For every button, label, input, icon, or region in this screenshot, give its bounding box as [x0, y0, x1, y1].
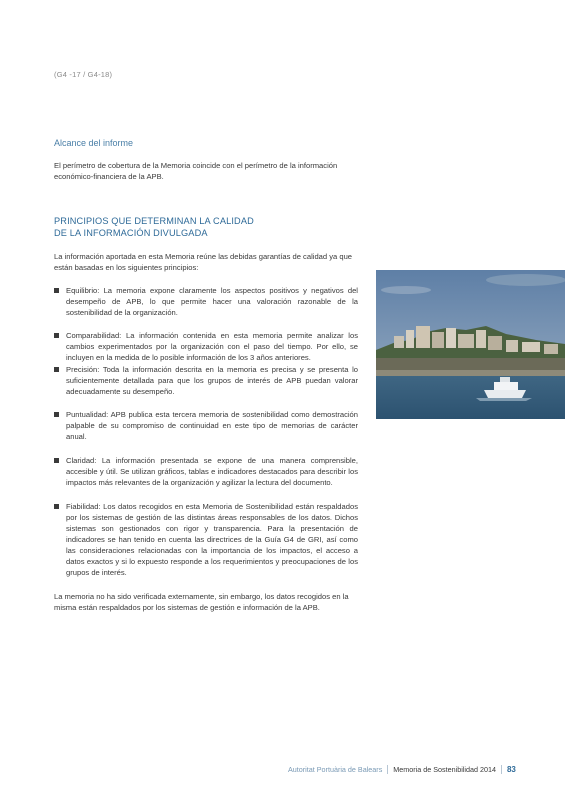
footer-divider	[387, 765, 388, 774]
principle-term: Precisión:	[66, 365, 100, 374]
page-footer	[288, 765, 516, 774]
principle-text: La información presentada se expone de una manera comprensible, accesible y útil. Se utilizan gráficos, tablas e indicadores destacados para describir los impactos más relevantes de la organización y agilizar la lectura del documento.	[66, 456, 358, 487]
principle-item-precision	[54, 364, 358, 397]
principles-heading-line1: PRINCIPIOS QUE DETERMINAN LA CALIDAD	[54, 216, 254, 226]
principle-item-comparabilidad	[54, 330, 358, 363]
footer-document-title: Memoria de Sostenibilidad 2014	[393, 765, 496, 774]
bullet-icon	[54, 501, 66, 578]
principle-term: Fiabilidad:	[66, 502, 101, 511]
principle-term: Claridad:	[66, 456, 97, 465]
bullet-icon	[54, 285, 66, 318]
principles-heading	[54, 216, 254, 239]
principle-text: APB publica esta tercera memoria de sostenibilidad como demostración palpable de su compromiso de continuidad en este tipo de memorias de carácter anual.	[66, 410, 358, 441]
page-number: 83	[506, 765, 516, 774]
bullet-icon	[54, 455, 66, 488]
principle-text: Los datos recogidos en esta Memoria de Sostenibilidad están respaldados por los sistemas de gestión de las distintas áreas responsables de los datos. Dichos sistemas son gestionados con rigor y transparencia. Para la presentación de indicadores se han tenido en cuenta las directrices de la Guía G4 de GRI, así como las consideraciones relacionadas con la importancia de los impactos, el acceso a datos exactos y si lo expuesto responde a los requerimientos y preocupaciones de los grupos de interés.	[66, 502, 358, 577]
closing-text: La memoria no ha sido verificada externamente, sin embargo, los datos recogidos en la misma están respaldados por los sistemas de gestión e información de la APB.	[54, 592, 349, 612]
principle-item-claridad	[54, 455, 358, 488]
principle-text: Toda la información descrita en la memoria es precisa y se presenta lo suficientemente detallada para que los grupos de interés de APB puedan valorar adecuadamente su desempeño.	[66, 365, 358, 396]
port-photo	[376, 270, 565, 419]
principle-item-puntualidad	[54, 409, 358, 442]
scope-text: El perímetro de cobertura de la Memoria coincide con el perímetro de la información económico-financiera de la APB.	[54, 161, 338, 181]
footer-divider	[501, 765, 502, 774]
bullet-icon	[54, 364, 66, 397]
principle-term: Equilibrio:	[66, 286, 100, 295]
principle-text: La memoria expone claramente los aspectos positivos y negativos del desempeño de APB, lo que permite hacer una valoración razonable de la sostenibilidad de la organización.	[66, 286, 358, 317]
principle-term: Comparabilidad:	[66, 331, 122, 340]
principles-intro: La información aportada en esta Memoria reúne las debidas garantías de calidad ya que están basadas en los siguientes principios:	[54, 252, 353, 272]
principle-item-fiabilidad	[54, 501, 358, 578]
footer-organization: Autoritat Portuària de Balears	[288, 765, 383, 774]
bullet-icon	[54, 409, 66, 442]
scope-title: Alcance del informe	[54, 138, 134, 148]
principles-heading-line2: DE LA INFORMACIÓN DIVULGADA	[54, 227, 208, 238]
gri-reference: (G4 -17 / G4-18)	[54, 70, 113, 79]
principle-text: La información contenida en esta memoria permite analizar los cambios experimentados por la organización con el paso del tiempo. Por ello, se incluyen en la medida de lo posible información de los 3 años anteriores.	[66, 331, 358, 362]
bullet-icon	[54, 330, 66, 363]
principle-term: Puntualidad:	[66, 410, 109, 419]
principle-item-equilibrio	[54, 285, 358, 318]
